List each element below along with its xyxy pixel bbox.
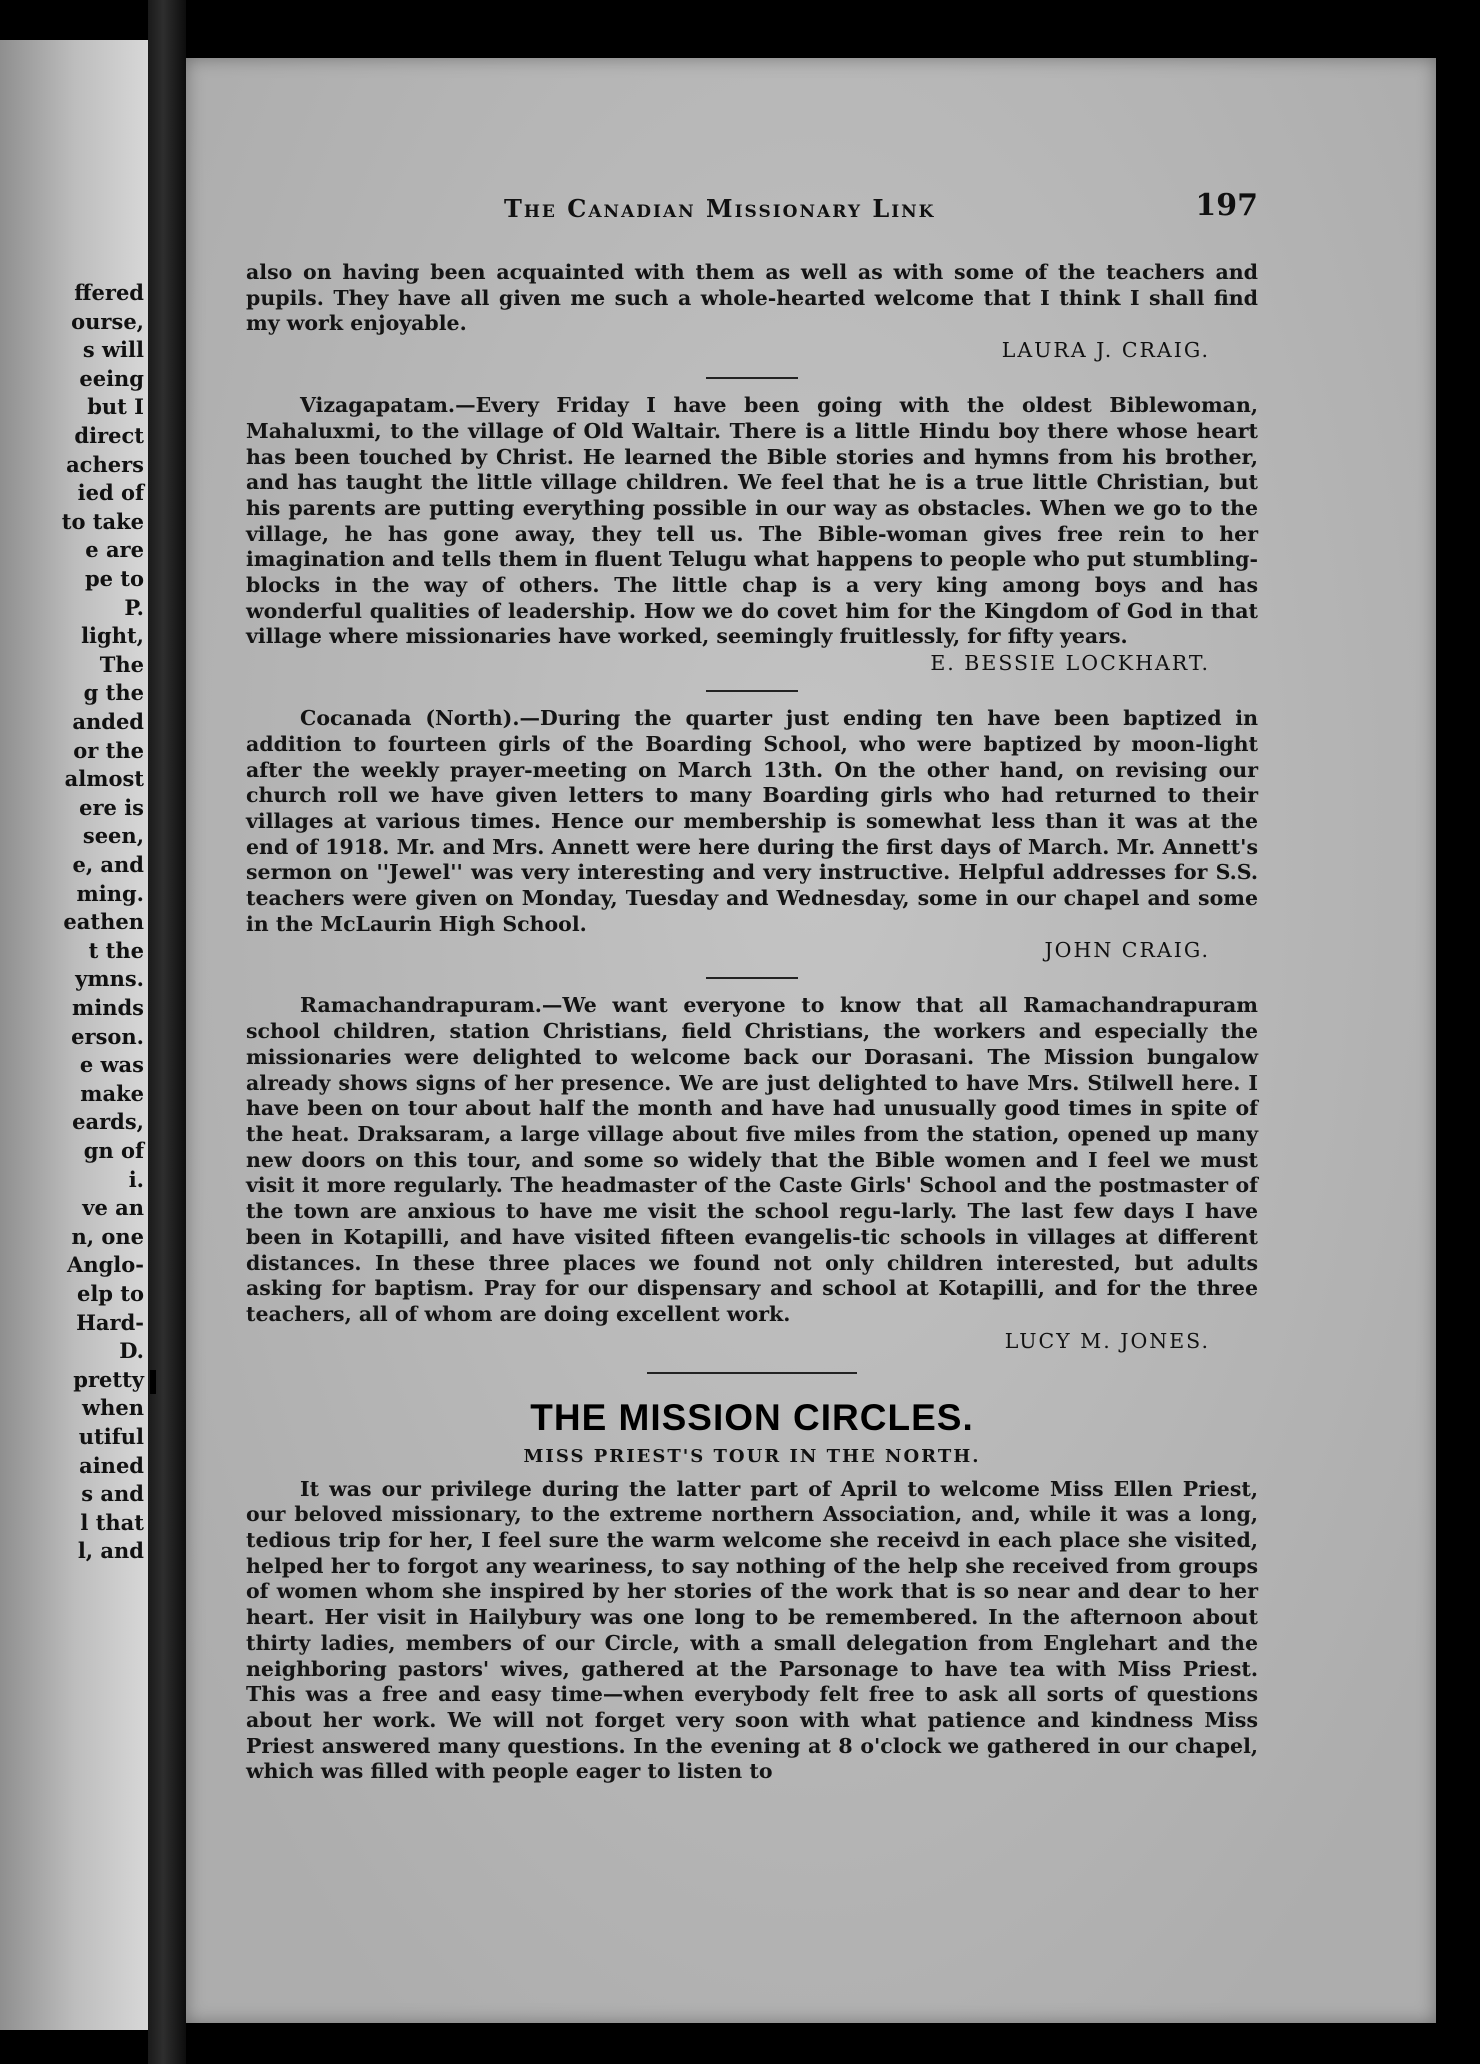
left-page-fragment: ourse, <box>71 308 144 334</box>
section-divider <box>647 1372 857 1374</box>
letter-cocanada <box>246 706 1258 963</box>
margin-mark <box>150 1370 156 1394</box>
letter-vizagapatam <box>246 393 1258 676</box>
left-page-fragment: P. <box>124 594 144 620</box>
left-page-fragment: ained <box>79 1452 144 1478</box>
book-gutter <box>148 0 186 2064</box>
left-page-fragment: t the <box>88 937 144 963</box>
left-page-fragment: ffered <box>74 280 144 305</box>
letter-signature: LAURA J. CRAIG. <box>1001 338 1210 363</box>
letter-text <box>246 706 1258 937</box>
left-page-fragment: light, <box>81 623 144 649</box>
left-page-fragment: The <box>99 651 144 677</box>
left-page-fragment: l, and <box>77 1538 144 1564</box>
left-page-fragment: ere is <box>79 794 144 820</box>
left-page-fragment: ied of <box>77 480 144 506</box>
divider <box>706 690 798 692</box>
divider <box>706 977 798 979</box>
left-page-fragment: eeing <box>79 365 144 391</box>
left-page-fragment: to take <box>61 508 144 534</box>
left-page-fragment: e, and <box>72 852 144 877</box>
left-page-fragment: Anglo- <box>67 1252 144 1278</box>
place-name: Vizagapatam. <box>300 393 456 418</box>
left-page-fragment: ymns. <box>75 966 144 992</box>
letter-signature: JOHN CRAIG. <box>1044 938 1210 963</box>
left-page-fragment: when <box>82 1395 144 1421</box>
left-page-fragment: ve an <box>82 1195 144 1221</box>
divider <box>706 377 798 379</box>
left-page-fragment: make <box>80 1080 144 1106</box>
left-page-fragment: ming. <box>76 880 144 906</box>
left-page-fragment: i. <box>128 1166 144 1192</box>
left-page-fragment: anded <box>72 709 144 734</box>
letter-body: —We want everyone to know that all Ramachandrapuram school children, station Christians, field Christians, the workers and especially the missionaries were delighted to welcome back our Dorasani. The Mission bungalow already shows signs of her presence. We are just delighted to have Mrs. Stilwell here. I have been on tour about half the month and have had unusually good times in spite of the heat. Draksaram, a large village about five miles from the station, opened up many new doors on this tour, and some so widely that the Bible women and I feel we must visit it more regularly. The headmaster of the Caste Girls' School and the postmaster of the town are anxious to have me visit the school regu-larly. The last few days I have been in Kotapilli, and have visited fifteen evangelis-tic schools in villages at different distances. In these three places we found not only children interested, but adults asking for baptism. Pray for our dispensary and school at Kotapilli, and for the three teachers, all of whom are doing excellent work. <box>246 993 1258 1326</box>
left-page-fragment: direct <box>74 423 144 448</box>
left-page-fragment: s and <box>81 1481 144 1507</box>
left-page-fragment: Hard- <box>76 1309 144 1335</box>
left-page-fragment: g the <box>83 680 144 706</box>
left-page-fragment: utiful <box>78 1424 144 1449</box>
left-page-fragment: pe to <box>84 566 144 591</box>
left-page-fragment: gn of <box>83 1138 144 1163</box>
article-subheading: MISS PRIEST'S TOUR IN THE NORTH. <box>523 1445 981 1467</box>
left-page-fragment: D. <box>119 1338 144 1364</box>
place-name: Cocanada (North). <box>300 706 520 731</box>
left-page-fragment: l that <box>80 1509 144 1535</box>
letter-signature: LUCY M. JONES. <box>1004 1328 1210 1353</box>
left-page-fragment: almost <box>64 766 144 792</box>
left-page-fragment: n, one <box>71 1223 144 1249</box>
left-page-fragment: seen, <box>82 823 144 849</box>
letter-ramachandrapuram <box>246 993 1258 1353</box>
left-page-fragment: eathen <box>63 909 144 935</box>
section-heading: THE MISSION CIRCLES. <box>530 1396 974 1438</box>
place-name: Ramachandrapuram. <box>300 993 542 1018</box>
letter-text <box>246 393 1258 650</box>
letter-body: —During the quarter just ending ten have been baptized in addition to fourteen girls of the Boarding School, who were baptized by moon-light after the weekly prayer-meeting on March 13th. On the other hand, on revising our church roll we have given letters to many Boarding girls who had returned to their villages at various times. Hence our membership is somewhat less than it was at the end of 1918. Mr. and Mrs. Annett were here during the first days of March. Mr. Annett's sermon on ''Jewel'' was very interesting and very instructive. Helpful addresses for S.S. teachers were given on Monday, Tuesday and Wednesday, some in our chapel and some in the McLaurin High School. <box>246 706 1258 936</box>
left-page-fragment: elp to <box>76 1281 144 1306</box>
left-page-fragment: e are <box>85 537 144 563</box>
letter-text: also on having been acquainted with them as well as with some of the teachers and pupils. They have all given me such a whole-hearted welcome that I think I shall find my work enjoyable. <box>246 260 1258 336</box>
left-page-fragment: erson. <box>71 1023 144 1049</box>
journal-title: The Canadian Missionary Link <box>504 194 936 223</box>
left-page-fragment: minds <box>72 995 144 1020</box>
left-page-fragment: e was <box>79 1052 144 1078</box>
left-page-fragment: eards, <box>72 1109 144 1135</box>
left-page-fragment: pretty <box>73 1366 144 1392</box>
letter-text <box>246 993 1258 1327</box>
left-page-fragment: but I <box>87 394 144 420</box>
letter-signature: E. BESSIE LOCKHART. <box>930 651 1210 676</box>
left-page-fragment: or the <box>73 737 144 763</box>
letter-craig-laura <box>246 260 1258 363</box>
article-text: It was our privilege during the latter part of April to welcome Miss Ellen Priest, our beloved missionary, to the extreme northern Association, and, while it was a long, tedious trip for her, I feel sure the warm welcome she receivd in each place she visited, helped her to forgot any weariness, to say nothing of the help she received from groups of women whom she inspired by her stories of the work that is so near and dear to her heart. Her visit in Hailybury was one long to be remembered. In the afternoon about thirty ladies, members of our Circle, with a small delegation from Englehart and the neighboring pastors' wives, gathered at the Parsonage to have tea with Miss Priest. This was a free and easy time—when everybody felt free to ask all sorts of questions about her work. We will not forget very soon with what patience and kindness Miss Priest answered many questions. In the evening at 8 o'clock we gathered in our chapel, which was filled with people eager to listen to <box>246 1476 1258 1784</box>
article-body <box>246 260 1258 1785</box>
left-page-fragment: achers <box>66 451 144 477</box>
page-number: 197 <box>1195 188 1258 223</box>
left-page-fragment: s will <box>82 337 144 363</box>
letter-body: —Every Friday I have been going with the oldest Biblewoman, Mahaluxmi, to the village of Old Waltair. There is a little Hindu boy there whose heart has been touched by Christ. He learned the Bible stories and hymns from his brother, and has taught the little village children. We feel that he is a true little Christian, but his parents are putting everything possible in our way as obstacles. When we go to the village, he has gone away, they tell us. The Bible-woman gives free rein to her imagination and tells them in fluent Telugu what happens to people who put stumbling-blocks in the way of others. The little chap is a very king among boys and has wonderful qualities of leadership. How we do covet him for the Kingdom of God in that village where missionaries have worked, seemingly fruitlessly, for fifty years. <box>246 393 1258 649</box>
previous-page-edge <box>0 40 150 2030</box>
